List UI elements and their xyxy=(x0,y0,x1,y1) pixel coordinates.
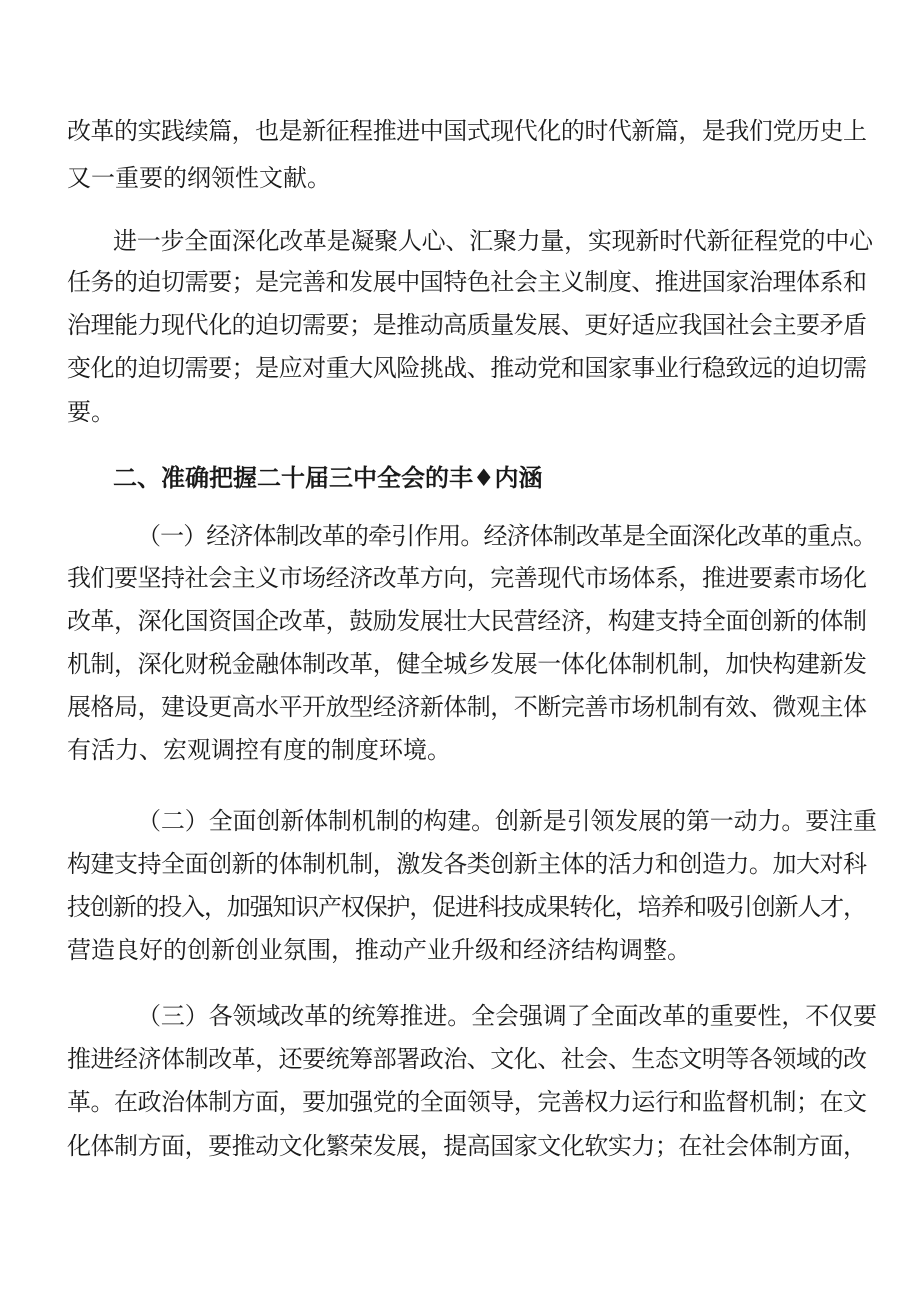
item-2-line: 营造良好的创新创业氛围，推动产业升级和经济结构调整。 xyxy=(67,936,691,964)
item-3-line: 革。在政治体制方面，要加强党的全面领导，完善权力运行和监督机制；在文 xyxy=(67,1088,867,1116)
paragraph-necessity-line: 治理能力现代化的迫切需要；是推动高质量发展、更好适应我国社会主要矛盾 xyxy=(67,311,867,339)
paragraph-intro-line: 又一重要的纲领性文献。 xyxy=(67,164,331,192)
item-3-line: （三）各领域改革的统筹推进。全会强调了全面改革的重要性，不仅要 xyxy=(137,1002,877,1030)
item-1-line: 有活力、宏观调控有度的制度环境。 xyxy=(67,736,451,764)
item-2-line: 构建支持全面创新的体制机制，激发各类创新主体的活力和创造力。加大对科 xyxy=(67,850,867,878)
paragraph-necessity-line: 变化的迫切需要；是应对重大风险挑战、推动党和国家事业行稳致远的迫切需 xyxy=(67,354,867,382)
item-2-line: 技创新的投入，加强知识产权保护，促进科技成果转化，培养和吸引创新人才， xyxy=(67,893,866,921)
item-2-line: （二）全面创新体制机制的构建。创新是引领发展的第一动力。要注重 xyxy=(137,807,877,835)
section-heading: 二、准确把握二十届三中全会的丰♦内涵 xyxy=(113,464,543,492)
paragraph-necessity-line: 进一步全面深化改革是凝聚人心、汇聚力量，实现新时代新征程党的中心 xyxy=(113,227,873,255)
paragraph-necessity-line: 任务的迫切需要；是完善和发展中国特色社会主义制度、推进国家治理体系和 xyxy=(67,268,867,296)
paragraph-intro-line: 改革的实践续篇，也是新征程推进中国式现代化的时代新篇，是我们党历史上 xyxy=(67,117,867,145)
item-1-line: （一）经济体制改革的牵引作用。经济体制改革是全面深化改革的重点。 xyxy=(137,522,877,550)
item-1-line: 改革，深化国资国企改革，鼓励发展壮大民营经济，构建支持全面创新的体制 xyxy=(67,607,867,635)
item-1-line: 展格局，建设更高水平开放型经济新体制，不断完善市场机制有效、微观主体 xyxy=(67,693,867,721)
paragraph-necessity-line: 要。 xyxy=(67,398,115,426)
item-1-line: 机制，深化财税金融体制改革，健全城乡发展一体化体制机制，加快构建新发 xyxy=(67,650,867,678)
item-3-line: 推进经济体制改革，还要统筹部署政治、文化、社会、生态文明等各领域的改 xyxy=(67,1045,867,1073)
item-3-line: 化体制方面，要推动文化繁荣发展，提高国家文化软实力；在社会体制方面， xyxy=(67,1132,867,1160)
item-1-line: 我们要坚持社会主义市场经济改革方向，完善现代市场体系，推进要素市场化 xyxy=(67,564,867,592)
